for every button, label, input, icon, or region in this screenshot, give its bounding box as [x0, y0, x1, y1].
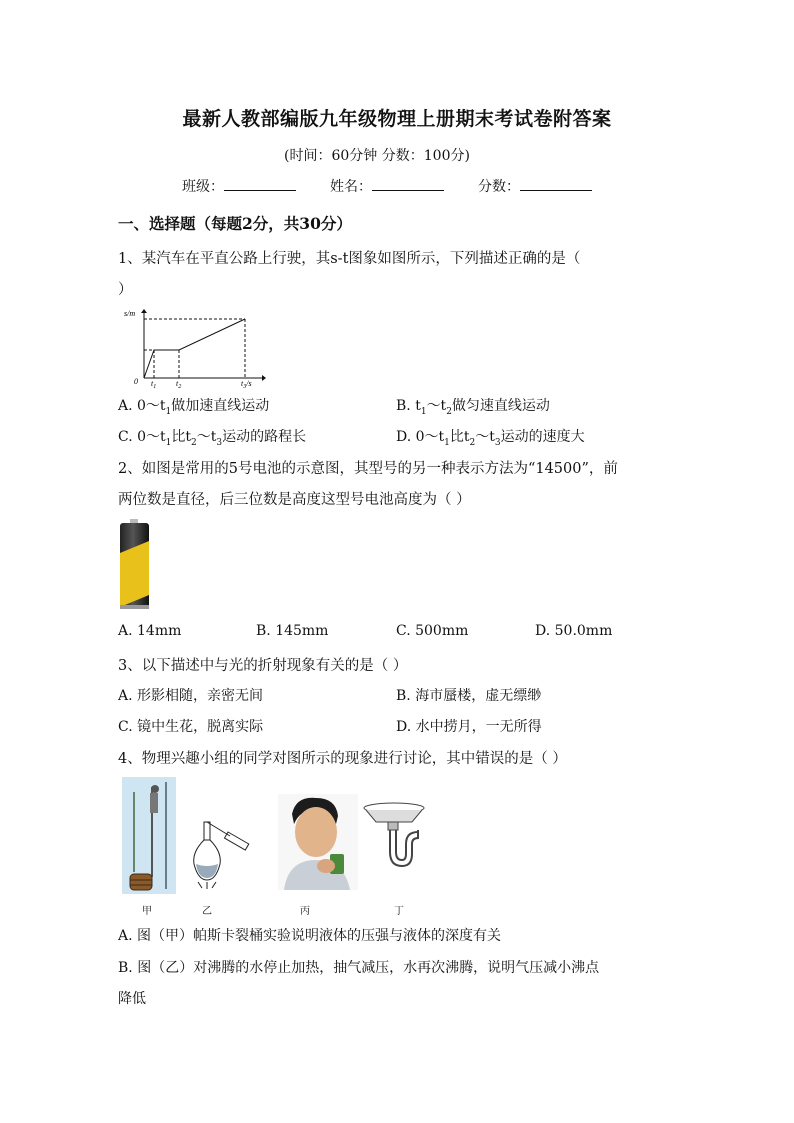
q1-stem-line2: ） [118, 282, 133, 298]
yi-flask-neck [204, 822, 210, 840]
figure-jia-pascal-barrel [122, 777, 176, 894]
graph-origin: 0 [134, 377, 138, 386]
caption-bing: 丙 [300, 906, 310, 917]
q4-option-a: A. 图（甲）帕斯卡裂桶实验说明液体的压强与液体的深度有关 [118, 928, 502, 944]
q1-option-c: C. $0\sim t_1$比$t_2\sim t_3$运动的路程长 [118, 429, 307, 448]
page-title: 最新人教部编版九年级物理上册期末考试卷附答案 [182, 108, 612, 130]
bing-face [295, 807, 337, 857]
q4-stem: 4、物理兴趣小组的同学对图所示的现象进行讨论，其中错误的是（ ） [118, 751, 567, 767]
ding-basin [366, 810, 422, 822]
student-info-row [182, 176, 592, 196]
q2-option-d: D. 50.0mm [535, 623, 613, 639]
q1-stem-line1: 1、某汽车在平直公路上行驶，其s-t图象如图所示，下列描述正确的是（ [118, 251, 581, 267]
class-blank [224, 178, 296, 191]
name-label: 姓名： [330, 179, 372, 195]
caption-ding: 丁 [394, 906, 404, 917]
score-blank [520, 178, 592, 191]
q1-option-d: D. $0\sim t_1$比$t_2\sim t_3$运动的速度大 [396, 429, 585, 448]
st-line [144, 319, 245, 378]
ding-drain [388, 822, 398, 830]
tick-t1: $t_1$ [151, 379, 157, 390]
figure-ding-sink-trap [360, 800, 432, 872]
caption-yi: 乙 [202, 906, 212, 917]
q3-option-b: B. 海市蜃楼，虚无缥缈 [396, 688, 542, 704]
jia-barrel [130, 874, 152, 890]
q2-stem-line1: 2、如图是常用的5号电池的示意图，其型号的另一种表示方法为“14500”，前 [118, 461, 618, 477]
score-label: 分数： [478, 179, 520, 195]
q1-option-a: A. $0\sim t_1$做加速直线运动 [118, 398, 270, 417]
yi-flame [198, 882, 216, 889]
tick-t2: $t_2$ [176, 379, 182, 390]
y-axis-arrow [141, 309, 147, 313]
q3-stem: 3、以下描述中与光的折射现象有关的是（ ） [118, 658, 408, 674]
q3-option-d: D. 水中捞月，一无所得 [396, 719, 542, 735]
tick-t3: $t_3/s$ [241, 379, 252, 390]
q2-option-c: C. 500mm [396, 623, 469, 639]
section-heading: 一、选择题（每题2分，共30分） [118, 214, 352, 233]
class-label: 班级： [182, 179, 224, 195]
x-axis-arrow [262, 375, 266, 381]
q4-option-b-line2: 降低 [118, 991, 146, 1007]
jia-person-head [151, 785, 159, 793]
q1-option-b: B. $t_1\sim t_2$做匀速直线运动 [396, 398, 550, 417]
jia-person-body [150, 793, 158, 813]
exam-subtitle: (时间：60分钟 分数：100分) [284, 148, 470, 164]
q2-option-b: B. 145mm [256, 623, 329, 639]
figure-yi-flask-syringe [190, 818, 260, 890]
q1-st-graph [116, 306, 266, 390]
q3-option-a: A. 形影相随，亲密无间 [118, 688, 264, 704]
q4-option-b-line1: B. 图（乙）对沸腾的水停止加热，抽气减压，水再次沸腾，说明气压减小沸点 [118, 960, 600, 976]
q3-option-c: C. 镜中生花，脱离实际 [118, 719, 264, 735]
battery-bottom [120, 605, 149, 609]
figure-bing-person [278, 794, 358, 890]
battery-image [118, 519, 152, 611]
graph-ylabel: s/m [124, 309, 136, 318]
caption-jia: 甲 [142, 906, 152, 917]
q2-stem-line2: 两位数是直径，后三位数是高度这型号电池高度为（ ） [118, 492, 471, 508]
q2-option-a: A. 14mm [118, 623, 182, 639]
name-blank [372, 178, 444, 191]
battery-terminal [130, 519, 138, 523]
bing-hand [317, 859, 335, 873]
